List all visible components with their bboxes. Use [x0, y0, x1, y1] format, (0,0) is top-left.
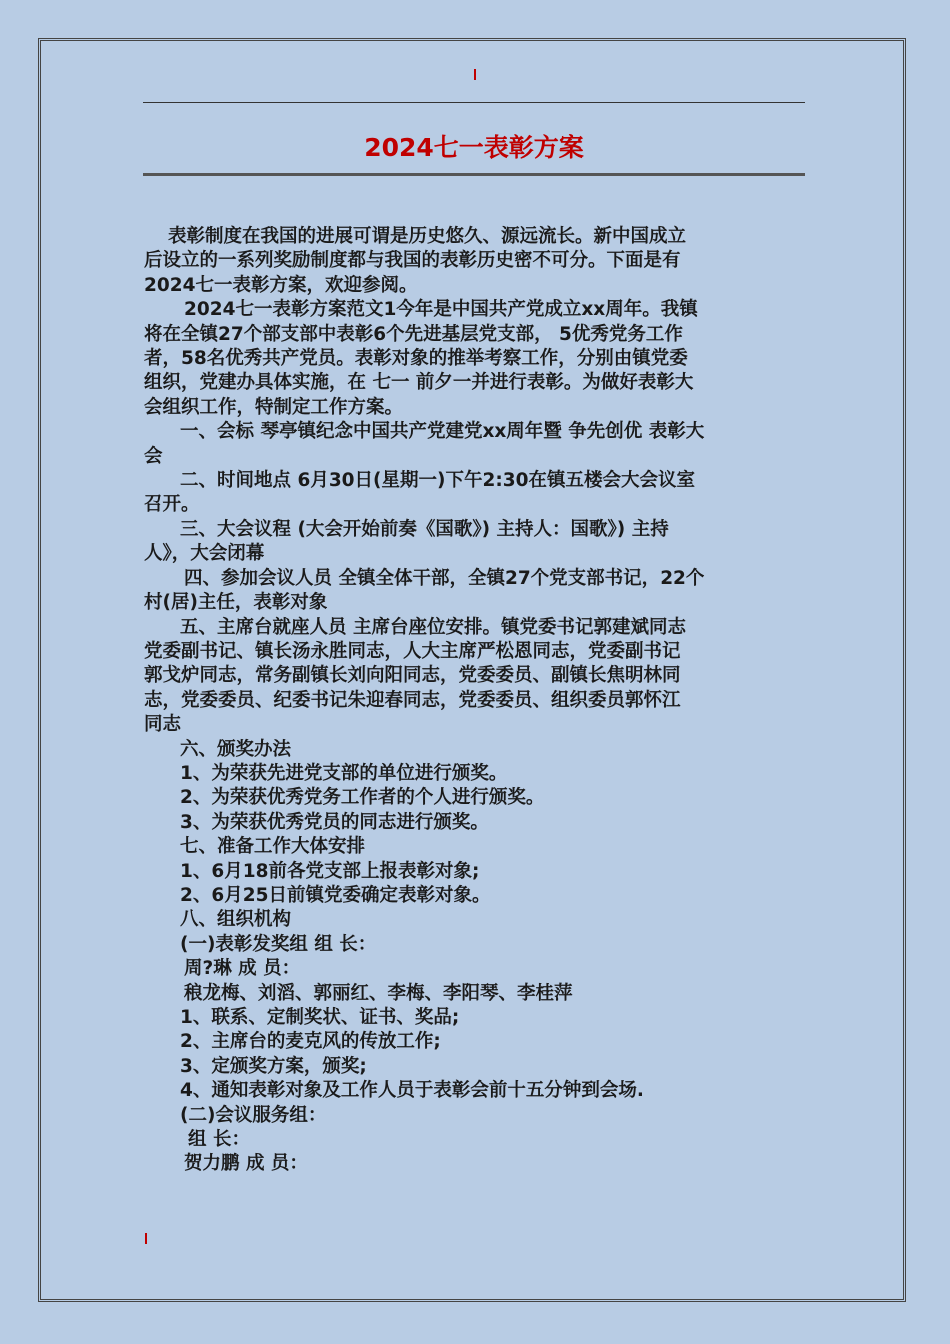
service-leader-line: 组 长：	[188, 1129, 250, 1151]
section-5-line-1: 五、主席台就座人员 主席台座位安排。镇党委书记郭建斌同志	[180, 616, 686, 638]
para-plan-line-2: 将在全镇27个部支部中表彰6个先进基层党支部， 5优秀党务工作	[144, 323, 683, 345]
list-item: 1、联系、定制奖状、证书、奖品;	[180, 1007, 460, 1028]
section-5-line-4: 志，党委委员、纪委书记朱迎春同志，党委委员、组织委员郭怀江	[144, 689, 681, 711]
header-mark	[474, 69, 476, 80]
section-5-line-3: 郭戈炉同志，常务副镇长刘向阳同志，党委委员、副镇长焦明林同	[144, 665, 681, 687]
group-members-line: 稂龙梅、刘滔、郭丽红、李梅、李阳琴、李桂萍	[184, 982, 573, 1004]
header-rule	[143, 102, 805, 103]
section-1-line-1: 一、会标 琴亭镇纪念中国共产党建党xx周年暨 争先创优 表彰大	[180, 421, 705, 443]
list-item: 3、定颁奖方案，颁奖;	[180, 1055, 367, 1077]
para-plan-line-1: 2024七一表彰方案范文1今年是中国共产党成立xx周年。我镇	[184, 299, 698, 321]
section-4-line-2: 村(居)主任，表彰对象	[144, 592, 328, 614]
list-item: 2、主席台的麦克风的传放工作;	[180, 1031, 441, 1053]
list-item: 1、6月18前各党支部上报表彰对象;	[180, 860, 480, 882]
section-3-line-2: 人》，大会闭幕	[144, 543, 265, 565]
list-item: 3、为荣获优秀党员的同志进行颁奖。	[180, 811, 489, 833]
section-6-heading: 六、颁奖办法	[180, 738, 292, 760]
section-7-heading: 七、准备工作大体安排	[180, 836, 366, 858]
title-underline	[143, 173, 805, 176]
section-5-line-2: 党委副书记、镇长汤永胜同志，人大主席严松恩同志，党委副书记	[144, 640, 681, 662]
document-title: 2024七一表彰方案	[364, 133, 584, 162]
subsection-award-group: (一)表彰发奖组 组 长：	[180, 933, 377, 955]
list-item: 2、为荣获优秀党务工作者的个人进行颁奖。	[180, 787, 545, 809]
section-8-heading: 八、组织机构	[180, 909, 292, 931]
section-4-line-1: 四、参加会议人员 全镇全体干部，全镇27个党支部书记，22个	[184, 567, 705, 589]
para-intro-line-2: 后设立的一系列奖励制度都与我国的表彰历史密不可分。下面是有	[144, 250, 681, 272]
para-plan-line-5: 会组织工作，特制定工作方案。	[144, 396, 404, 418]
document-body	[144, 225, 806, 1177]
list-item: 1、为荣获先进党支部的单位进行颁奖。	[180, 762, 508, 784]
section-1-line-2: 会	[144, 445, 163, 467]
para-plan-line-4: 组织，党建办具体实施，在 七一 前夕一并进行表彰。为做好表彰大	[144, 372, 694, 394]
section-2-line-2: 召开。	[144, 494, 200, 516]
section-3-line-1: 三、大会议程 (大会开始前奏《国歌》) 主持人：国歌》) 主持	[180, 518, 669, 540]
service-members-line: 贺力鹏 成 员：	[184, 1153, 308, 1175]
para-intro-line-1: 表彰制度在我国的进展可谓是历史悠久、源远流长。新中国成立	[168, 226, 687, 247]
list-item: 2、6月25日前镇党委确定表彰对象。	[180, 884, 491, 906]
section-2-line-1: 二、时间地点 6月30日(星期一)下午2:30在镇五楼会大会议室	[180, 470, 695, 492]
section-5-line-5: 同志	[144, 714, 182, 736]
subsection-service-group: (二)会议服务组：	[180, 1104, 327, 1126]
para-plan-line-3: 者，58名优秀共产党员。表彰对象的推举考察工作，分别由镇党委	[144, 348, 688, 370]
list-item: 4、通知表彰对象及工作人员于表彰会前十五分钟到会场.	[180, 1080, 644, 1102]
para-intro-line-3: 2024七一表彰方案，欢迎参阅。	[144, 274, 418, 296]
footer-mark	[145, 1233, 147, 1244]
group-leader-line: 周?琳 成 员：	[184, 958, 301, 980]
